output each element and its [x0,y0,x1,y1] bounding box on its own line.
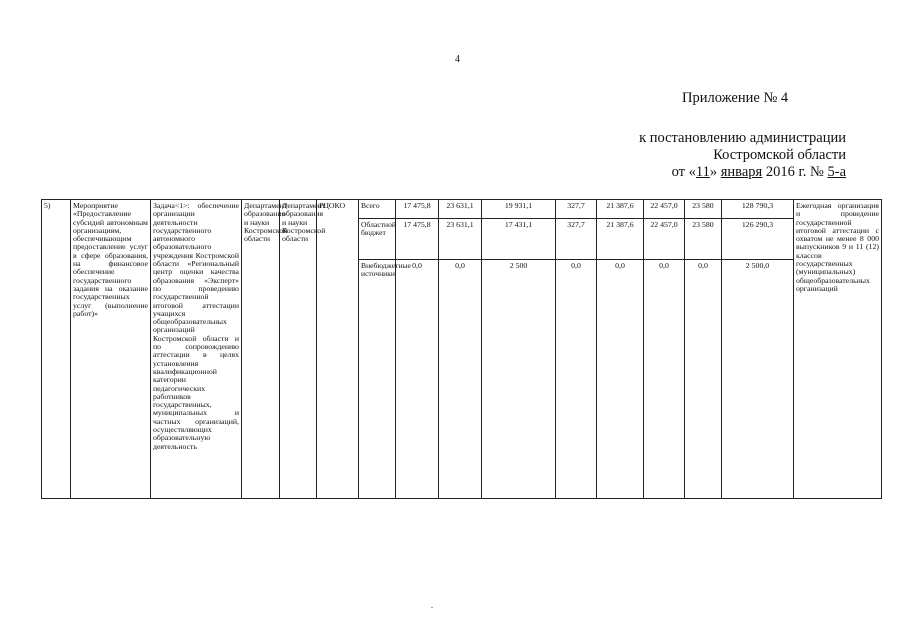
value-cell: 0,0 [685,260,722,499]
decree-line-2: Костромской области [713,147,846,163]
total-cell: 128 790,3 [722,200,794,219]
value-cell: 327,7 [556,200,597,219]
value-cell: 327,7 [556,219,597,260]
total-cell: 126 290,3 [722,219,794,260]
value-cell: 23 631,1 [439,219,482,260]
value-cell: 22 457,0 [644,200,685,219]
value-cell: 0,0 [556,260,597,499]
value-cell: 21 387,6 [597,219,644,260]
value-cell: 19 931,1 [482,200,556,219]
decree-number: 5-а [827,164,846,180]
value-cell: 0,0 [396,260,439,499]
value-cell: 17 475,8 [396,200,439,219]
value-cell: 23 580 [685,200,722,219]
value-cell: 21 387,6 [597,200,644,219]
value-cell: 22 457,0 [644,219,685,260]
scan-speck [431,607,433,608]
value-cell: 23 631,1 [439,200,482,219]
participant-cell: РЦОКО [317,200,359,499]
measure-cell: Мероприятие «Предоставление субсидий автономным организациям, обеспечивающим предоставление услуг в сфере образования, на финансовое обеспечение государственного задания на оказание государственных услуг (выполнение работ)» [71,200,151,499]
funding-source: Всего [359,200,396,219]
funding-source: Областной бюджет [359,219,396,260]
coexecutor-cell: Департамент образования и науки Костромской области [280,200,317,499]
decree-line-1: к постановлению администрации [639,130,846,146]
value-cell: 17 475,8 [396,219,439,260]
page-number: 4 [455,54,460,65]
date-mid: » [709,164,721,180]
funding-source: Внебюджетные источники [359,260,396,499]
value-cell: 23 580 [685,219,722,260]
table-row [42,200,882,219]
total-cell: 2 500,0 [722,260,794,499]
appendix-title: Приложение № 4 [682,90,789,106]
decree-date-line [600,164,846,181]
program-measures-table [41,199,882,499]
task-cell: Задача<1>: обеспечение организации деятельности государственного автономного образовательного учреждения Костромской области «Региональный центр оценки качества образования «Эксперт» по проведению государственной итоговой аттестации учащихся общеобразовательных организаций Костромской области и по сопровождению аттестации в целях установления квалификационной категории педагогических работников государственных, муниципальных и частных организаций, осуществляющих образовательную деятельность [151,200,242,499]
decree-day: 11 [695,164,710,180]
value-cell: 2 500 [482,260,556,499]
decree-month: января [720,164,763,180]
decree-reference [600,130,846,181]
result-cell: Ежегодная организация и проведение государственной итоговой аттестации с охватом не менее 8 000 выпускников 9 и 11 (12) классов государственных (муниципальных) общеобразовательных организаций [794,200,882,499]
decree-year: 2016 г. № [762,164,828,180]
value-cell: 17 431,1 [482,219,556,260]
value-cell: 0,0 [597,260,644,499]
value-cell: 0,0 [644,260,685,499]
responsible-cell: Департамент образования и науки Костромской области [242,200,280,499]
row-number: 5) [42,200,71,499]
value-cell: 0,0 [439,260,482,499]
date-prefix: от « [671,164,696,180]
